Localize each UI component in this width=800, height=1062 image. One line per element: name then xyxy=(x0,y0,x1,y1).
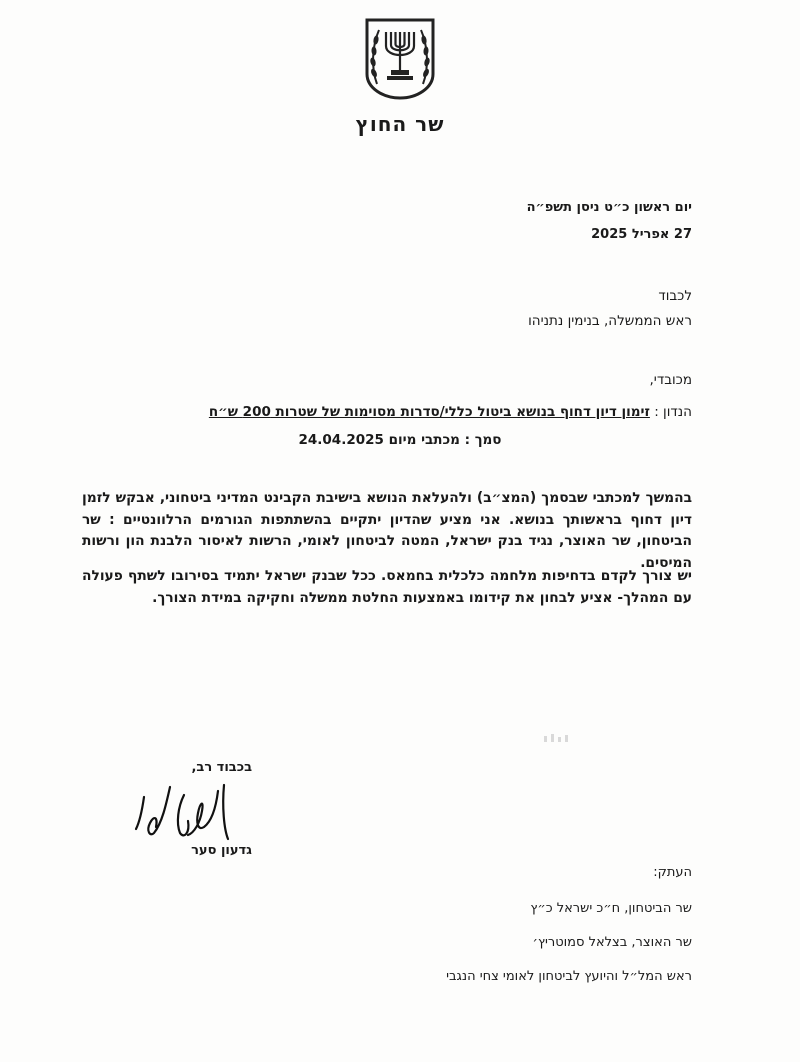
hebrew-date: יום ראשון כ״ט ניסן תשפ״ה xyxy=(526,200,692,215)
office-title: שר החוץ xyxy=(355,112,445,136)
faint-stamp-mark xyxy=(540,728,580,758)
cc-item-1: שר הביטחון, ח״כ ישראל כ״ץ xyxy=(530,901,692,916)
gregorian-date: 27 אפריל 2025 xyxy=(591,227,692,242)
reference-line: סמך : מכתבי מיום 24.04.2025 xyxy=(298,432,502,448)
recipient-name: ראש הממשלה, בנימין נתניהו xyxy=(528,313,692,329)
body-paragraph-1: בהמשך למכתבי שבסמך (המצ״ב) ולהעלאת הנושא בישיבת הקבינט המדיני ביטחוני, אבקש לזמן דיון דחוף בראשותך בנושא. אני מציע שהדיון יתקיים בהשתתפות הגורמים הרלוונטיים : שר הביטחון, שר האוצר, נגיד בנק ישראל, המטה לביטחון לאומי, הרשות לאיסור הלבנת הון ורשות המיסים. xyxy=(82,490,692,571)
cc-item-3: ראש המל״ל והיועץ לביטחון לאומי צחי הנגבי xyxy=(446,969,692,984)
subject-line xyxy=(92,404,692,420)
closing-line: בכבוד רב, xyxy=(191,760,252,775)
handwritten-signature xyxy=(132,777,252,847)
recipient-salutation: לכבוד xyxy=(658,288,692,304)
signature-block xyxy=(132,760,252,858)
greeting: מכובדי, xyxy=(649,372,692,388)
subject-label: הנדון : xyxy=(654,404,692,420)
cc-item-2: שר האוצר, בצלאל סמוטריץ׳ xyxy=(532,935,692,950)
state-emblem-menorah-icon xyxy=(363,18,437,100)
body-paragraph-2: יש צורך לקדם בדחיפות מלחמה כלכלית בחמאס. ככל שבנק ישראל יתמיד בסירובו לשתף פעולה עם המהלך- אציע לבחון את קידומו באמצעות החלטת ממשלה וחקיקה במידת הצורך. xyxy=(82,568,692,606)
cc-label: העתק: xyxy=(653,865,692,880)
subject-title: זימון דיון דחוף בנושא ביטול כללי/סדרות מסוימות של שטרות 200 ש״ח xyxy=(208,404,650,420)
signatory-name: גדעון סער xyxy=(191,843,252,858)
